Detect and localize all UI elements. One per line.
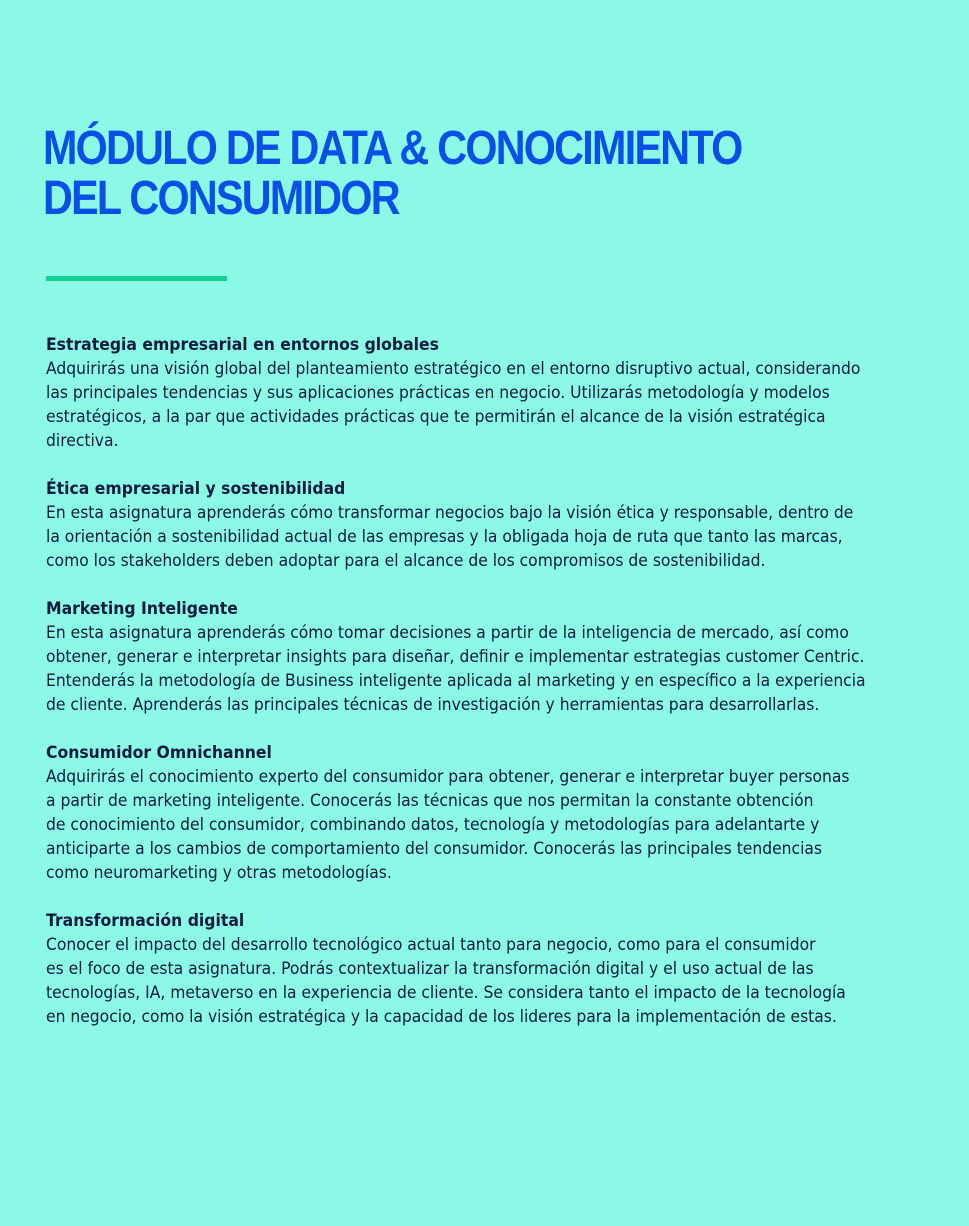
course-description-line: como neuromarketing y otras metodologías.	[46, 863, 392, 883]
course-list	[46, 333, 946, 1053]
course-section	[46, 597, 946, 717]
course-description-line: como los stakeholders deben adoptar para el alcance de los compromisos de sostenibilidad.	[46, 551, 766, 571]
course-description-line: Adquirirás el conocimiento experto del consumidor para obtener, generar e interpretar buyer personas	[46, 767, 850, 787]
course-title: Consumidor Omnichannel	[46, 743, 272, 763]
course-description-line: en negocio, como la visión estratégica y la capacidad de los lideres para la implementación de estas.	[46, 1007, 837, 1027]
course-title: Transformación digital	[46, 911, 245, 931]
page-title-line-1: MÓDULO DE DATA & CONOCIMIENTO	[43, 122, 742, 175]
course-section	[46, 909, 946, 1029]
course-description-line: En esta asignatura aprenderás cómo transformar negocios bajo la visión ética y responsable, dentro de	[46, 503, 854, 523]
course-description-line: obtener, generar e interpretar insights para diseñar, definir e implementar estrategias customer Centric.	[46, 647, 865, 667]
course-description-line: de cliente. Aprenderás las principales técnicas de investigación y herramientas para desarrollarlas.	[46, 695, 820, 715]
course-description-line: En esta asignatura aprenderás cómo tomar decisiones a partir de la inteligencia de mercado, así como	[46, 623, 849, 643]
course-section	[46, 741, 946, 885]
course-description-line: las principales tendencias y sus aplicaciones prácticas en negocio. Utilizarás metodología y modelos	[46, 383, 830, 403]
course-section	[46, 333, 946, 453]
course-description-line: de conocimiento del consumidor, combinando datos, tecnología y metodologías para adelantarte y	[46, 815, 820, 835]
course-description-line: es el foco de esta asignatura. Podrás contextualizar la transformación digital y el uso actual de las	[46, 959, 814, 979]
course-description-line: a partir de marketing inteligente. Conocerás las técnicas que nos permitan la constante obtención	[46, 791, 814, 811]
course-description-line: directiva.	[46, 431, 119, 451]
course-description-line: Entenderás la metodología de Business inteligente aplicada al marketing y en específico a la experiencia	[46, 671, 866, 691]
course-description-line: Adquirirás una visión global del planteamiento estratégico en el entorno disruptivo actual, considerando	[46, 359, 861, 379]
course-description-line: Conocer el impacto del desarrollo tecnológico actual tanto para negocio, como para el consumidor	[46, 935, 816, 955]
course-description-line: la orientación a sostenibilidad actual de las empresas y la obligada hoja de ruta que tanto las marcas,	[46, 527, 843, 547]
course-section	[46, 477, 946, 573]
course-title: Ética empresarial y sostenibilidad	[46, 479, 346, 499]
page-title	[43, 124, 741, 224]
course-description-line: estratégicos, a la par que actividades prácticas que te permitirán el alcance de la visión estratégica	[46, 407, 826, 427]
course-description-line: tecnologías, IA, metaverso en la experiencia de cliente. Se considera tanto el impacto de la tecnología	[46, 983, 846, 1003]
course-title: Estrategia empresarial en entornos globales	[46, 335, 439, 355]
page-title-line-2: DEL CONSUMIDOR	[43, 172, 399, 225]
course-description-line: anticiparte a los cambios de comportamiento del consumidor. Conocerás las principales tendencias	[46, 839, 823, 859]
accent-divider	[46, 276, 227, 281]
course-title: Marketing Inteligente	[46, 599, 238, 619]
